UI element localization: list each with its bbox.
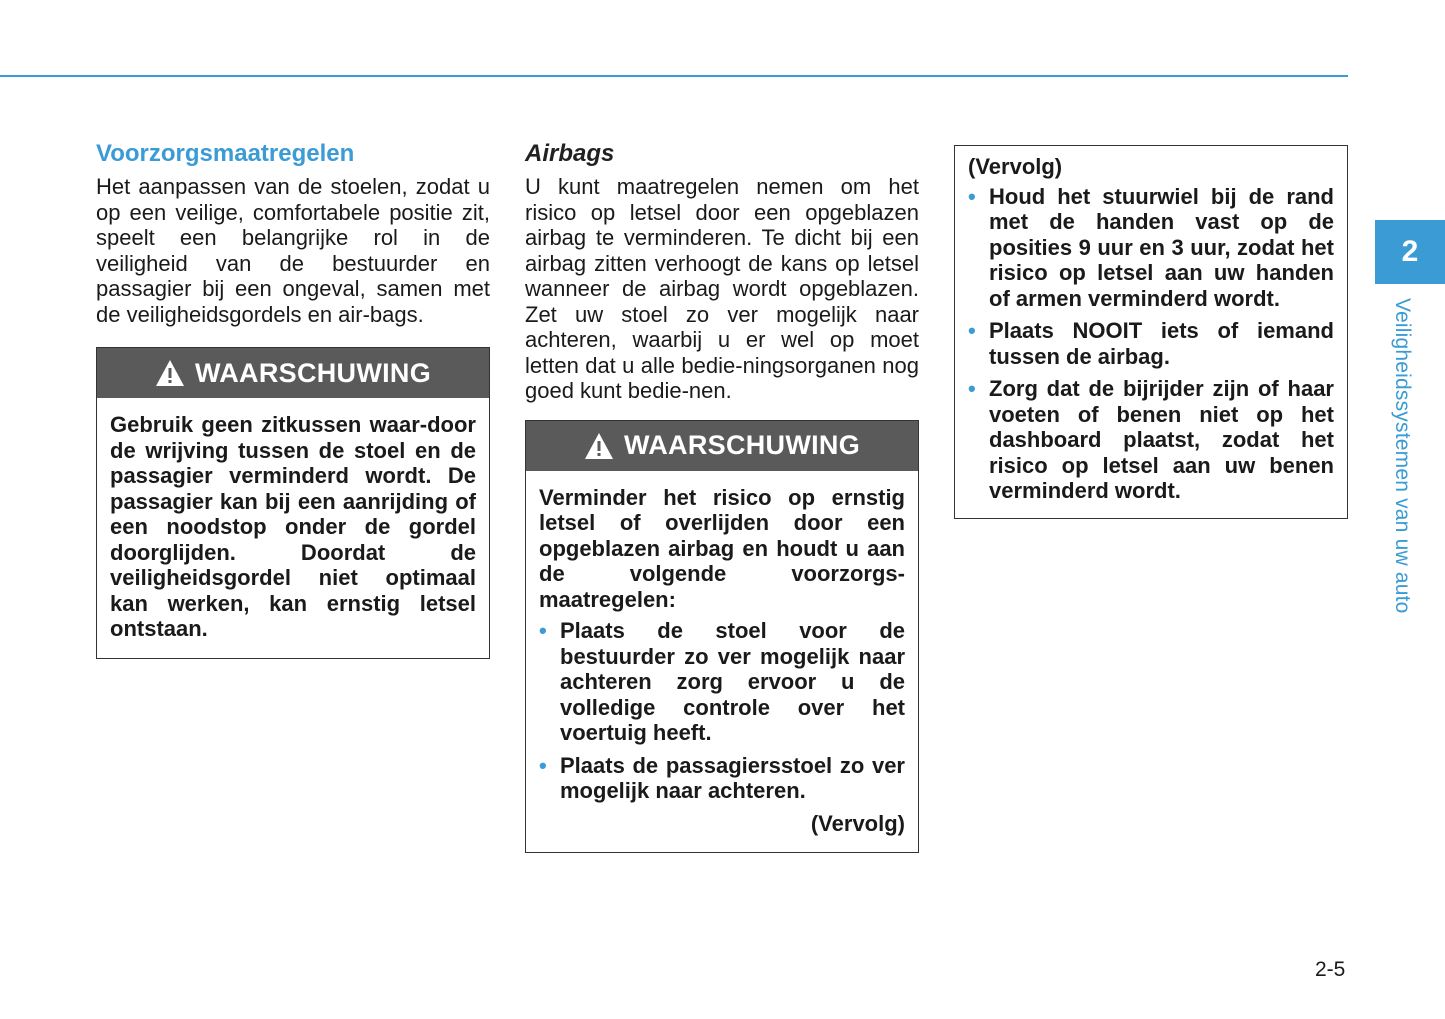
column-continued [954,145,1348,519]
bullet-text: Plaats de stoel voor de bestuurder zo ver mogelijk naar achteren zorg ervoor u de volledige controle over het voertuig heeft. [560,618,905,745]
warning-text: Gebruik geen zitkussen waar-door de wrijving tussen de stoel en de passagier verminderd wordt. De passagier kan bij een aanrijding of een noodstop onder de gordel doorglijden. Doordat de veiligheidsgordel niet optimaal kan werken, kan ernstig letsel ontstaan. [110,412,476,641]
bullet-icon: • [968,376,976,401]
airbags-paragraph: U kunt maatregelen nemen om het risico op letsel door een opgeblazen airbag te verminderen. Te dicht bij een airbag zitten verhoogt de kans op letsel wanneer de airbag wordt opgeblazen. Zet uw stoel zo ver mogelijk naar achteren, waarbij u er wel op moet letten dat u alle bedie-ningsorganen nog goed kunt bedie-nen. [525,174,919,403]
header-rule [0,75,1348,77]
list-item [539,618,905,746]
warning-body [526,471,918,853]
warning-header [526,421,918,471]
column-precautions [96,138,490,659]
bullet-icon: • [539,618,547,643]
continued-label: (Vervolg) [968,154,1063,179]
list-item [968,376,1334,504]
bullet-icon: • [968,183,976,209]
bullet-text: Houd het stuurwiel bij de rand met de handen vast op de posities 9 uur en 3 uur, zodat het risico op letsel aan uw handen of armen verminderd wordt. [989,183,1334,311]
precautions-paragraph: Het aanpassen van de stoelen, zodat u op een veilige, comfortabele positie zit, speelt een belangrijke rol in de veiligheid van de bestuurder en passagier bij een ongeval, samen met de veiligheidsgordels en air-bags. [96,174,490,327]
bullet-text: Plaats NOOIT iets of iemand tussen de airbag. [989,318,1334,369]
list-item [539,753,905,804]
warning-title: WAARSCHUWING [623,430,861,460]
bullet-icon: • [539,752,547,778]
warning-body [97,398,489,658]
section-heading-precautions: Voorzorgsmaatregelen [96,140,355,167]
warning-title: WAARSCHUWING [194,357,432,388]
warning-box-airbag [525,420,919,854]
warning-triangle-icon [584,432,614,460]
warning-intro: Verminder het risico op ernstig letsel of overlijden door een opgeblazen airbag en houdt u aan de volgende voorzorgs-maatregelen: [539,484,905,612]
bullet-text: Zorg dat de bijrijder zijn of haar voeten of benen niet op het dashboard plaatst, zodat het risico op letsel aan uw benen verminderd wordt. [989,376,1334,503]
bullet-text: Plaats de passagiersstoel zo ver mogelijk naar achteren. [560,752,905,803]
warning-bullet-list [539,618,905,804]
warning-triangle-icon [155,359,185,387]
section-heading-airbags: Airbags [525,140,615,167]
list-item [968,318,1334,369]
list-item [968,184,1334,312]
page-number: 2-5 [1315,958,1346,981]
continued-note: (Vervolg) [810,810,905,836]
continued-warning-box [954,145,1348,519]
continued-bullet-list [968,184,1334,504]
warning-header [97,348,489,398]
chapter-tab[interactable]: 2 [1375,220,1445,284]
column-airbags [525,138,919,853]
chapter-title: Veiligheidssystemen van uw auto [1391,298,1414,614]
bullet-icon: • [968,318,976,343]
warning-box-seat-cushion [96,347,490,659]
